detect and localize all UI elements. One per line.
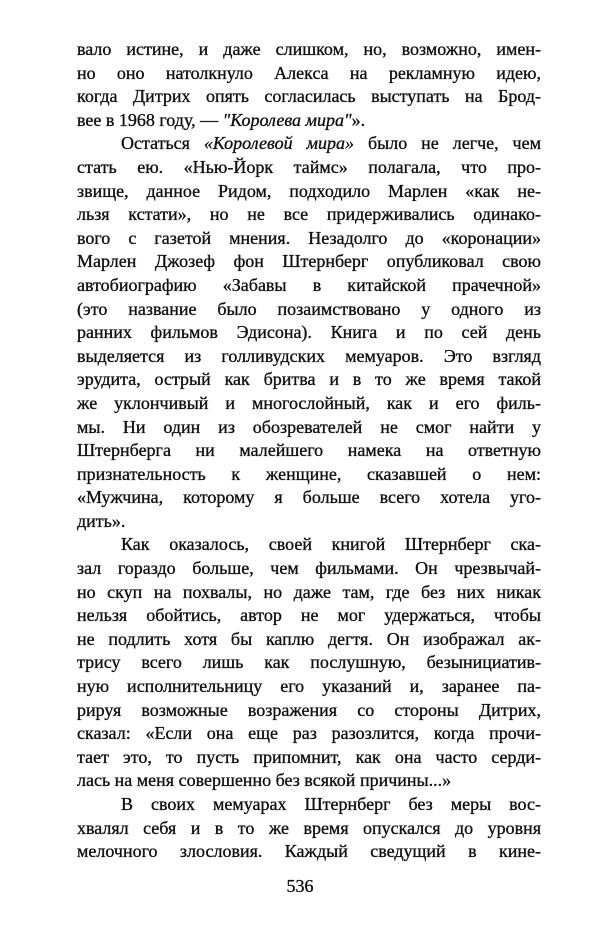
- text-segment: нельзя обойтись, автор не мог удержаться, чтобы: [77, 605, 541, 626]
- paragraph: [77, 38, 541, 132]
- text-line: [77, 416, 541, 440]
- text-segment: же уклончивый и многослойный, как и его филь-: [77, 392, 541, 413]
- text-segment: Марлен Джозеф фон Штернберг опубликовал свою: [77, 251, 541, 272]
- text-segment: звище, данное Ридом, подходило Марлен «как не-: [77, 180, 541, 201]
- italic-text: «Королевой мира»: [203, 133, 355, 154]
- text-line: [77, 463, 541, 487]
- text-line: [77, 38, 541, 62]
- text-line: [77, 486, 541, 510]
- text-segment: мы. Ни один из обозревателей не смог найти у: [77, 416, 541, 437]
- text-line: [77, 769, 541, 793]
- text-segment: тает это, то пусть припомнит, как она часто серди-: [77, 746, 541, 767]
- text-segment: но оно натолкнуло Алекса на рекламную идею,: [77, 62, 541, 83]
- text-line: [77, 439, 541, 463]
- text-segment: дить».: [77, 510, 126, 531]
- text-line: [77, 793, 541, 817]
- page-number: 536: [286, 876, 314, 896]
- text-line: [77, 85, 541, 109]
- italic-text: "Королева мира": [222, 109, 352, 130]
- text-segment: автобиографию «Забавы в китайской прачечной»: [77, 274, 541, 295]
- text-line: [77, 250, 541, 274]
- text-line: [77, 62, 541, 86]
- text-segment: вало истине, и даже слишком, но, возможно, имен-: [77, 39, 541, 59]
- text-line: [77, 604, 541, 628]
- text-line: [77, 699, 541, 723]
- text-line: [77, 581, 541, 605]
- text-segment: стать ею. «Нью-Йорк таймс» полагала, что про-: [77, 156, 541, 177]
- text-segment: сказал: «Если она еще раз разозлится, когда прочи-: [77, 723, 541, 744]
- text-line: [77, 156, 541, 180]
- text-line: [77, 651, 541, 675]
- text-segment: вого с газетой мнения. Незадолго до «коронации»: [77, 227, 541, 248]
- text-line: [77, 746, 541, 770]
- text-segment: вее в 1968 году, —: [77, 109, 223, 130]
- text-line: [77, 840, 541, 864]
- text-segment: мелочного злословия. Каждый сведущий в кине-: [77, 841, 541, 862]
- text-segment: выделяется из голливудских мемуаров. Это взгляд: [77, 345, 541, 366]
- text-segment: (это название было позаимствовано у одного из: [77, 298, 541, 319]
- text-segment: не подлить хотя бы каплю дегтя. Он изображал ак-: [77, 628, 541, 649]
- text-line: [77, 345, 541, 369]
- text-segment: Остаться: [121, 133, 204, 154]
- text-line: [77, 180, 541, 204]
- text-line: [77, 817, 541, 841]
- text-segment: зал гораздо больше, чем фильмами. Он чрезвычай-: [77, 558, 541, 579]
- text-segment: было не легче, чем: [354, 133, 541, 154]
- text-line: [77, 203, 541, 227]
- text-segment: Штернберга ни малейшего намека на ответную: [77, 440, 541, 461]
- text-segment: Как оказалось, своей книгой Штернберг ска-: [121, 534, 541, 555]
- text-line: [77, 510, 541, 534]
- text-line: [77, 321, 541, 345]
- text-segment: льзя кстати», но не все придерживались одинако-: [77, 204, 541, 225]
- paragraph: [77, 132, 541, 533]
- text-line: [77, 557, 541, 581]
- text-segment: когда Дитрих опять согласилась выступать на Брод-: [77, 86, 541, 107]
- text-line: [77, 675, 541, 699]
- text-segment: хвалял себя и в то же время опускался до уровня: [77, 817, 541, 838]
- text-segment: ную исполнительницу его указаний и, заранее па-: [77, 676, 541, 697]
- text-segment: но скуп на похвалы, но даже там, где без них никак: [77, 581, 541, 602]
- text-segment: ».: [351, 109, 366, 130]
- text-line: [77, 132, 541, 156]
- text-segment: ранних фильмов Эдисона). Книга и по сей день: [77, 322, 541, 343]
- text-line: [77, 227, 541, 251]
- text-segment: В своих мемуарах Штернберг без меры вос-: [121, 794, 541, 814]
- text-line: [77, 533, 541, 557]
- text-segment: «Мужчина, которому я больше всего хотела уго-: [77, 487, 541, 508]
- text-line: [77, 298, 541, 322]
- text-line: [77, 368, 541, 392]
- book-page-text: [77, 38, 541, 864]
- text-line: [77, 109, 541, 133]
- text-segment: признательность к женщине, сказавшей о нем:: [77, 463, 541, 484]
- text-segment: эрудита, острый как бритва и в то же время такой: [77, 369, 541, 390]
- text-line: [77, 392, 541, 416]
- text-segment: трису всего лишь как послушную, безынициатив-: [77, 652, 541, 673]
- paragraph: [77, 533, 541, 793]
- text-line: [77, 722, 541, 746]
- text-segment: рируя возможные возражения со стороны Дитрих,: [77, 699, 541, 720]
- paragraph: [77, 793, 541, 864]
- text-line: [77, 628, 541, 652]
- text-segment: лась на меня совершенно без всякой причины...»: [77, 770, 452, 791]
- text-line: [77, 274, 541, 298]
